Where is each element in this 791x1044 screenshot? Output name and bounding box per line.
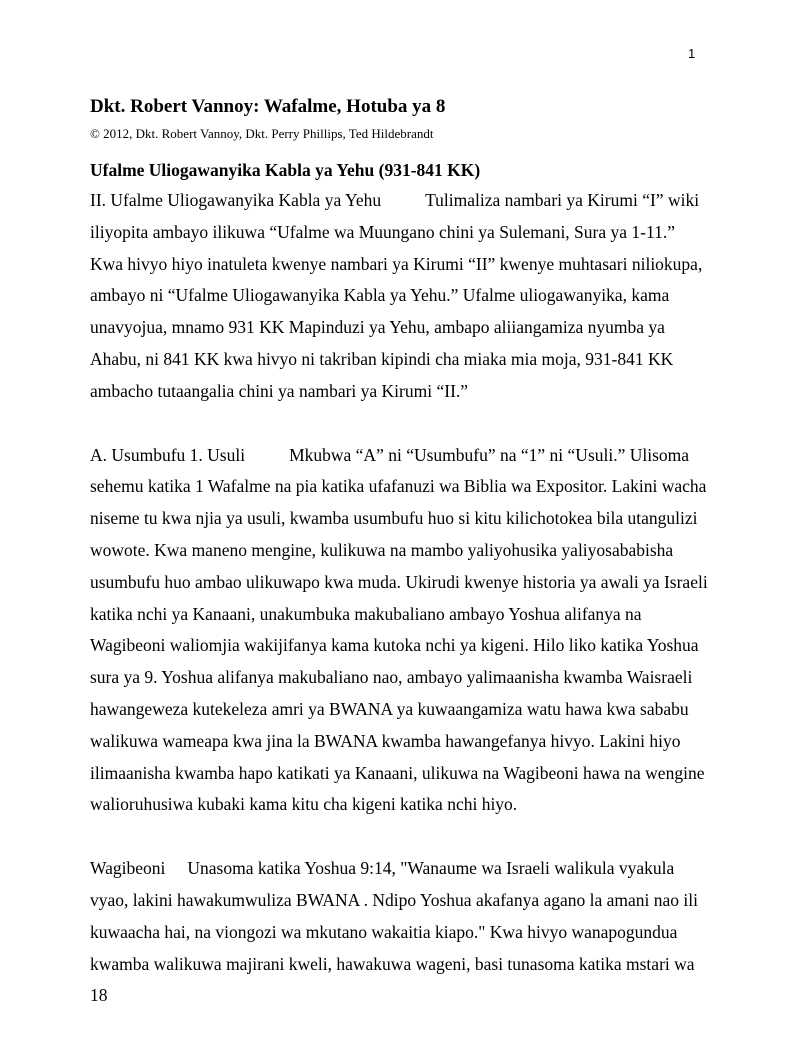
paragraph xyxy=(90,853,710,1012)
document-body xyxy=(90,185,710,1044)
page-number: 1 xyxy=(688,46,696,61)
paragraph-lead: II. Ufalme Uliogawanyika Kabla ya Yehu xyxy=(90,190,382,210)
paragraph-lead: A. Usumbufu 1. Usuli xyxy=(90,444,246,465)
paragraph-text: Mkubwa “A” ni “Usumbufu” na “1” ni “Usuli.” Ulisoma sehemu katika 1 Wafalme na pia katika ufafanuzi wa Biblia wa Expositor. Lakini wacha niseme tu kwa njia ya usuli, kwamba usumbufu huo si kitu kilichotokea bila utangulizi wowote. Kwa maneno mengine, kulikuwa na mambo yaliyohusika yaliyosababisha usumbufu huo ambao ulikuwapo kwa muda. Ukirudi kwenye historia ya awali ya Israeli katika nchi ya Kanaani, unakumbuka makubaliano ambayo Yoshua alifanya na Wagibeoni waliomjia wakijifanya kama kutoka nchi ya kigeni. Hilo liko katika Yoshua sura ya 9. Yoshua alifanya makubaliano nao, ambayo yalimaanisha kwamba Waisraeli hawangeweza kutekeleza amri ya BWANA ya kuwaangamiza watu hawa kwa sababu walikuwa wameapa kwa jina la BWANA kwamba hawangefanya hivyo. Lakini hiyo ilimaanisha kwamba hapo katikati ya Kanaani, ulikuwa na Wagibeoni hawa na wengine walioruhusiwa kubaki kama kitu cha kigeni katika nchi hiyo. xyxy=(90,444,708,815)
copyright-line: © 2012, Dkt. Robert Vannoy, Dkt. Perry Phillips, Ted Hildebrandt xyxy=(90,126,434,141)
section-heading: Ufalme Uliogawanyika Kabla ya Yehu (931-841 KK) xyxy=(90,160,481,180)
paragraph-text: Tulimaliza nambari ya Kirumi “I” wiki iliyopita ambayo ilikuwa “Ufalme wa Muungano chini ya Sulemani, Sura ya 1-11.” Kwa hivyo hiyo inatuleta kwenye nambari ya Kirumi “II” kwenye muhtasari niliokupa, ambayo ni “Ufalme Uliogawanyika Kabla ya Yehu.” Ufalme uliogawanyika, kama unavyojua, mnamo 931 KK Mapinduzi ya Yehu, ambapo aliiangamiza nyumba ya Ahabu, ni 841 KK kwa hivyo ni takriban kipindi cha miaka mia moja, 931-841 KK ambacho tutaangalia chini ya nambari ya Kirumi “II.” xyxy=(90,190,703,401)
paragraph xyxy=(90,440,710,822)
paragraph xyxy=(90,185,710,408)
paragraph-lead: Wagibeoni xyxy=(90,858,166,879)
paragraph-text: Unasoma katika Yoshua 9:14, "Wanaume wa Israeli walikula vyakula vyao, lakini hawakumwuliza BWANA . Ndipo Yoshua akafanya agano la amani nao ili kuwaacha hai, na viongozi wa mkutano wakaitia kiapo." Kwa hivyo wanapogundua kwamba walikuwa majirani kweli, hawakuwa wageni, basi tunasoma katika mstari wa 18 xyxy=(90,858,698,1006)
document-title: Dkt. Robert Vannoy: Wafalme, Hotuba ya 8 xyxy=(90,96,446,117)
